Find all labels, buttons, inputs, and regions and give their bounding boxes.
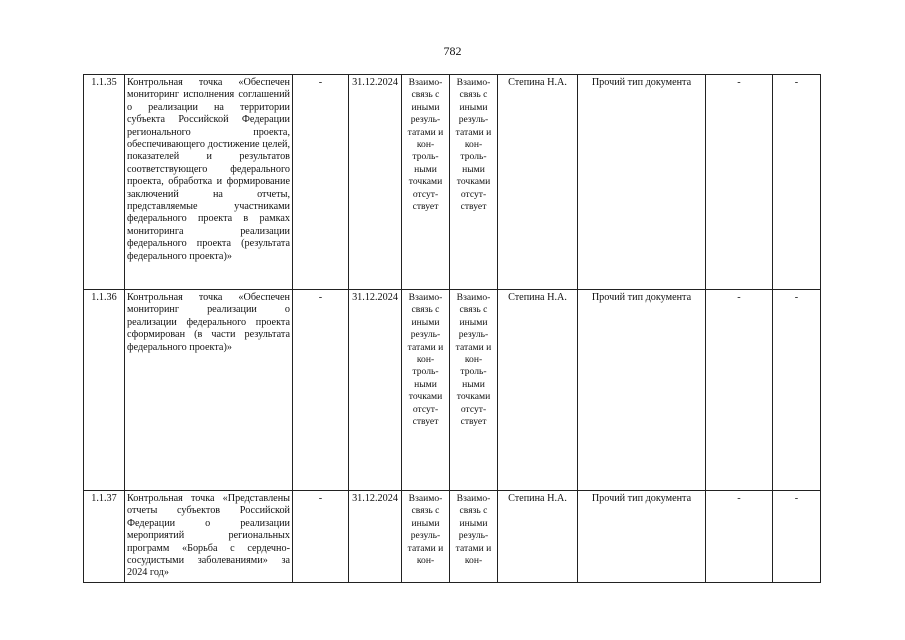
- row-col9: -: [773, 75, 821, 290]
- row-next-link: Взаимо- связь с иными резуль- татами и кон- троль- ными точками отсут- ствует: [450, 75, 498, 290]
- row-next-link: Взаимо- связь с иными резуль- татами и кон- троль- ными точками отсут- ствует: [450, 290, 498, 491]
- row-document-type: Прочий тип документа: [578, 75, 706, 290]
- control-points-table: [83, 74, 821, 583]
- row-responsible: Степина Н.А.: [498, 75, 578, 290]
- table-row: [84, 75, 821, 290]
- row-number: 1.1.36: [84, 290, 125, 491]
- row-description: Контрольная точка «Представлены отчеты субъектов Российской Федерации о реализации мероприятий региональных программ «Борьба с сердечно-сосудистыми заболеваниями» за 2024 год»: [125, 491, 293, 583]
- row-number: 1.1.35: [84, 75, 125, 290]
- row-document-type: Прочий тип документа: [578, 290, 706, 491]
- row-end-date: 31.12.2024: [349, 491, 402, 583]
- page-number: 782: [443, 44, 462, 58]
- table-row: [84, 491, 821, 583]
- row-number: 1.1.37: [84, 491, 125, 583]
- row-document-type: Прочий тип документа: [578, 491, 706, 583]
- row-next-link: Взаимо- связь с иными резуль- татами и кон-: [450, 491, 498, 583]
- row-previous-link: Взаимо- связь с иными резуль- татами и кон- троль- ными точками отсут- ствует: [402, 75, 450, 290]
- row-col8: -: [706, 290, 773, 491]
- row-end-date: 31.12.2024: [349, 290, 402, 491]
- row-start-date: -: [293, 75, 349, 290]
- row-description: Контрольная точка «Обеспечен мониторинг исполнения соглашений о реализации на территории субъекта Российской Федерации регионального проекта, обеспечивающего достижение целей, показателей и результатов соответствующего федерального проекта, обработка и формирование заключений на отчеты, представляемые участниками федерального проекта в рамках мониторинга реализации федерального проекта (результата федерального проекта)»: [125, 75, 293, 290]
- row-responsible: Степина Н.А.: [498, 290, 578, 491]
- row-responsible: Степина Н.А.: [498, 491, 578, 583]
- row-col9: -: [773, 290, 821, 491]
- row-col8: -: [706, 491, 773, 583]
- row-col8: -: [706, 75, 773, 290]
- row-previous-link: Взаимо- связь с иными резуль- татами и кон-: [402, 491, 450, 583]
- table-row: [84, 290, 821, 491]
- row-start-date: -: [293, 290, 349, 491]
- row-description: Контрольная точка «Обеспечен мониторинг реализации о реализации федерального проекта сформирован (в части результата федерального проекта)»: [125, 290, 293, 491]
- row-col9: -: [773, 491, 821, 583]
- row-start-date: -: [293, 491, 349, 583]
- row-previous-link: Взаимо- связь с иными резуль- татами и кон- троль- ными точками отсут- ствует: [402, 290, 450, 491]
- row-end-date: 31.12.2024: [349, 75, 402, 290]
